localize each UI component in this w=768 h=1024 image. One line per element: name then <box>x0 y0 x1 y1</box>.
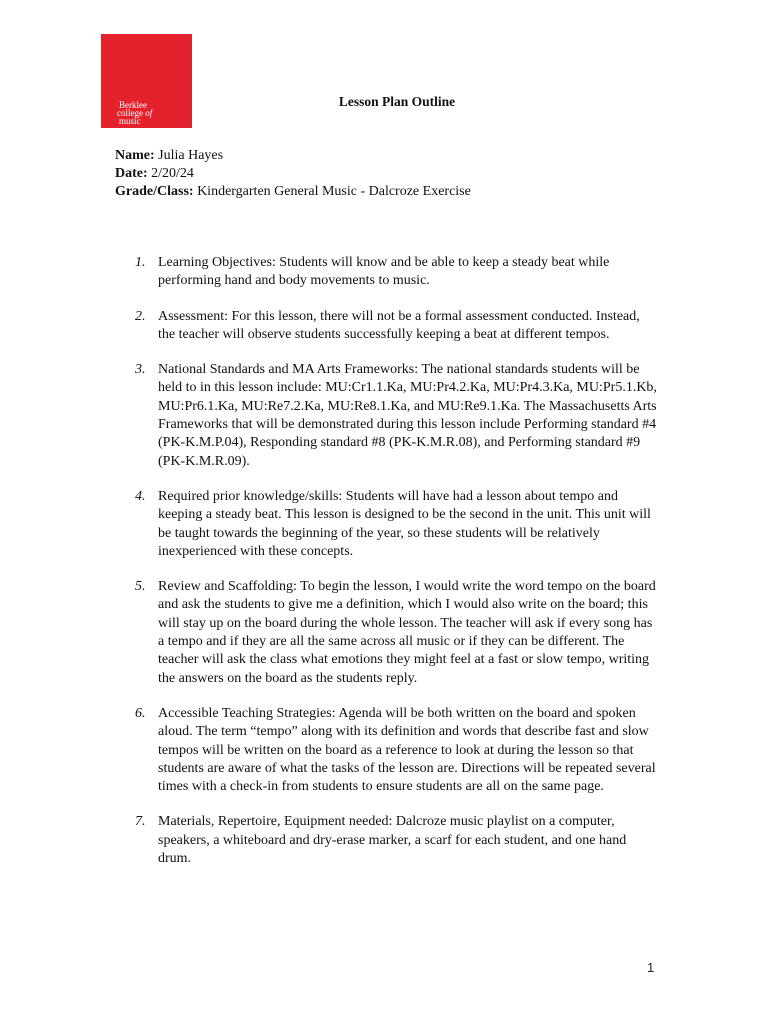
name-row: Name: Julia Hayes <box>115 148 224 163</box>
logo-line-1: Berklee <box>119 100 147 110</box>
list-item: 2. Assessment: For this lesson, there will not be a formal assessment conducted. Instead, the teacher will observe students successfully keeping a beat at different tempos. <box>135 308 640 342</box>
page-number: 1 <box>647 960 655 975</box>
list-item: 6. Accessible Teaching Strategies: Agenda will be both written on the board and spoken aloud. The term “tempo” along with its definition and words that describe fast and slow tempos will be written on the board as a reference to look at during the lesson so that students are aware of what the tasks of the lesson are. Directions will be repeated several times with a check-in from students to ensure students are all on the same page. <box>135 705 656 795</box>
list-item: 3. National Standards and MA Arts Frameworks: The national standards students will be held to in this lesson include: MU:Cr1.1.Ka, MU:Pr4.2.Ka, MU:Pr4.3.Ka, MU:Pr5.1.Kb, MU:Pr6.1.Ka, MU:Re7.2.Ka, MU:Re8.1.Ka, and MU:Re9.1.Ka. The Massachusetts Arts Frameworks that will be demonstrated during this lesson include Performing standard #4 (PK-K.M.P.04), Responding standard #8 (PK-K.M.R.08), and Performing standard #9 (PK-K.M.R.09). <box>135 362 657 469</box>
list-item: 4. Required prior knowledge/skills: Students will have had a lesson about tempo and keeping a steady beat. This lesson is designed to be the second in the unit. This unit will be taught towards the beginning of the year, so these students will be relatively inexperienced with these concepts. <box>135 488 651 559</box>
list-item: 7. Materials, Repertoire, Equipment needed: Dalcroze music playlist on a computer, speakers, a whiteboard and dry-erase marker, a scarf for each student, and one hand drum. <box>135 814 627 867</box>
berklee-logo <box>101 34 192 128</box>
logo-line-2: college of <box>117 108 153 118</box>
logo-line-3: music <box>119 116 141 126</box>
grade-row: Grade/Class: Kindergarten General Music - Dalcroze Exercise <box>115 184 471 199</box>
page-title: Lesson Plan Outline <box>338 94 456 109</box>
list-item: 1. Learning Objectives: Students will know and be able to keep a steady beat while performing hand and body movements to music. <box>135 255 610 289</box>
lesson-items-list <box>115 254 660 885</box>
lesson-meta <box>115 147 471 201</box>
list-item: 5. Review and Scaffolding: To begin the lesson, I would write the word tempo on the board and ask the students to give me a definition, which I would also write on the board; this will stay up on the board during the whole lesson. The teacher will ask if every song has a tempo and if they are all the same across all music or if they can be different. The teacher will ask the class what emotions they might feel at a fast or slow tempo, writing the answers on the board as the students reply. <box>135 579 656 686</box>
date-row: Date: 2/20/24 <box>115 166 194 181</box>
